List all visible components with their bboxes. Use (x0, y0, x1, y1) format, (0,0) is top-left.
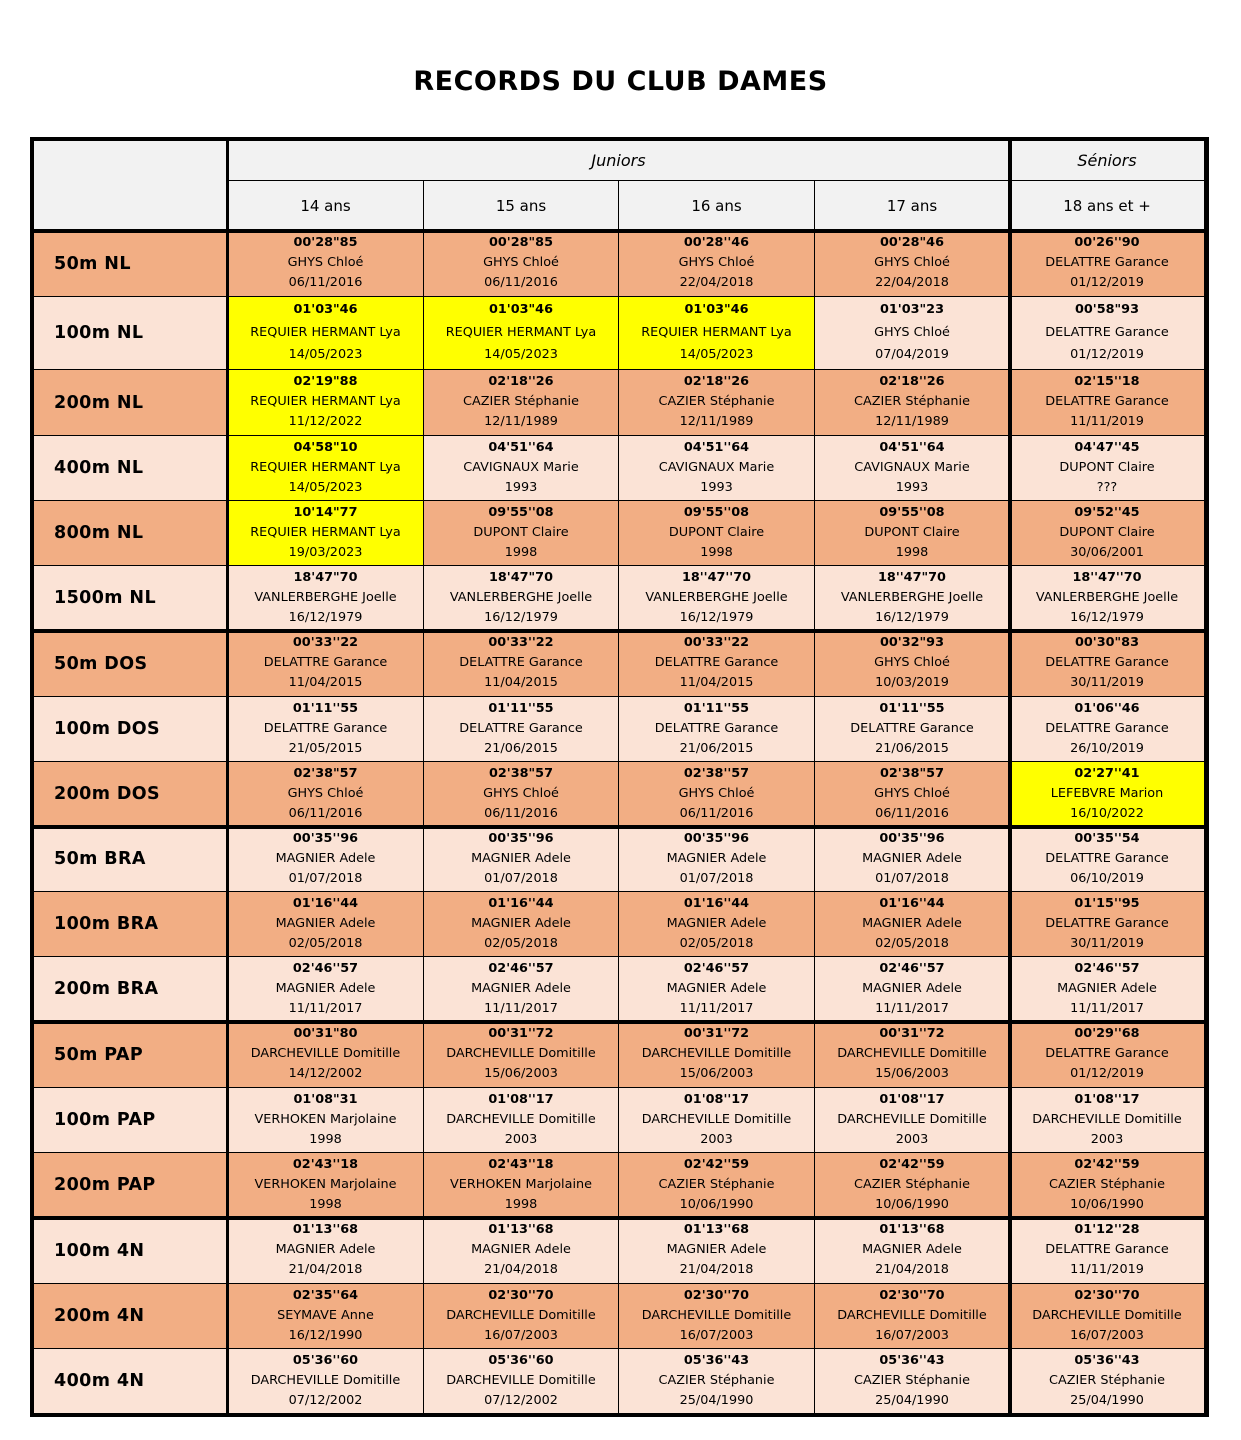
record-name: MAGNIER Adele (1057, 980, 1157, 996)
record-date: 16/07/2003 (875, 1327, 949, 1343)
page-title: RECORDS DU CLUB DAMES (413, 66, 828, 97)
record-time: 04'47''45 (1074, 439, 1140, 455)
record-name: DELATTRE Garance (1045, 324, 1169, 340)
record-name: CAZIER Stéphanie (1049, 1372, 1165, 1388)
record-date: 30/11/2019 (1070, 935, 1144, 951)
record-name: MAGNIER Adele (666, 915, 767, 931)
record-name: CAVIGNAUX Marie (658, 459, 775, 475)
record-name: MAGNIER Adele (471, 1242, 571, 1258)
record-date: 22/04/2018 (679, 275, 754, 291)
record-time: 09'55''08 (879, 504, 945, 520)
record-time: 02'42''59 (1074, 1156, 1140, 1172)
event-label: 50m PAP (34, 1022, 228, 1088)
record-time: 01'11''55 (683, 700, 750, 716)
record-time: 01'13''68 (879, 1221, 945, 1237)
record-date: 16/10/2022 (1070, 805, 1144, 821)
record-name: GHYS Chloé (678, 785, 755, 801)
record-date: 21/06/2015 (679, 740, 754, 756)
record-time: 05'36''43 (879, 1352, 945, 1368)
record-date: 10/03/2019 (875, 675, 949, 691)
record-name: VERHOKEN Marjolaine (254, 1111, 397, 1127)
record-date: 12/11/1989 (484, 414, 558, 430)
record-name: DELATTRE Garance (1045, 850, 1169, 866)
record-date: 02/05/2018 (484, 935, 558, 951)
record-date: 1998 (895, 544, 929, 560)
record-date: 10/06/1990 (875, 1196, 949, 1212)
record-date: 01/12/2019 (1070, 1066, 1144, 1082)
record-name: GHYS Chloé (874, 785, 950, 801)
record-date: 07/12/2002 (484, 1392, 558, 1408)
record-date: 16/07/2003 (679, 1327, 754, 1343)
record-name: MAGNIER Adele (666, 850, 767, 866)
record-time: 02'18''26 (488, 373, 554, 389)
record-date: 11/04/2015 (288, 675, 363, 691)
record-time: 02'46''57 (292, 960, 359, 976)
record-date: 02/05/2018 (679, 935, 754, 951)
record-time: 01'13''68 (292, 1221, 359, 1237)
record-name: CAZIER Stéphanie (854, 1176, 970, 1192)
record-date: 11/11/2017 (875, 1000, 949, 1016)
record-time: 01'11''55 (488, 700, 554, 716)
record-time: 01'03"46 (293, 301, 358, 317)
record-time: 01'08''17 (488, 1091, 554, 1107)
record-time: 02'46''57 (488, 960, 554, 976)
event-label: 100m DOS (34, 697, 228, 762)
event-label: 200m 4N (34, 1284, 228, 1349)
record-name: GHYS Chloé (874, 324, 950, 340)
record-date: 06/11/2016 (484, 805, 558, 821)
record-time: 18'47"70 (488, 569, 553, 585)
record-time: 02'18''26 (683, 373, 750, 389)
record-date: 06/11/2016 (875, 805, 949, 821)
event-label: 50m BRA (34, 827, 228, 892)
event-label: 100m BRA (34, 892, 228, 957)
record-time: 00'31"80 (293, 1025, 358, 1041)
record-date: 11/11/2019 (1070, 1262, 1144, 1278)
record-date: 25/04/1990 (679, 1392, 754, 1408)
record-name: DARCHEVILLE Domitille (446, 1111, 596, 1127)
record-date: 2003 (700, 1131, 733, 1147)
record-name: VANLERBERGHE Joelle (840, 589, 984, 605)
record-time: 02'46''57 (1074, 960, 1140, 976)
column-header-1: 14 ans (228, 181, 424, 231)
record-time: 01'16''44 (683, 895, 750, 911)
record-date: 26/10/2019 (1070, 740, 1144, 756)
record-time: 00'28"46 (879, 234, 944, 250)
record-name: DELATTRE Garance (263, 655, 388, 671)
record-time: 01'11''55 (292, 700, 359, 716)
record-time: 02'15''18 (1074, 373, 1140, 389)
record-name: MAGNIER Adele (666, 980, 767, 996)
record-date: 1998 (309, 1196, 342, 1212)
event-label: 200m DOS (34, 762, 228, 827)
record-date: 21/04/2018 (484, 1262, 558, 1278)
record-time: 10'14"77 (293, 504, 358, 520)
record-name: VANLERBERGHE Joelle (254, 589, 397, 605)
record-name: MAGNIER Adele (862, 915, 962, 931)
record-time: 02'42''59 (683, 1156, 750, 1172)
record-date: 07/12/2002 (288, 1392, 363, 1408)
record-date: 11/11/2017 (679, 1000, 754, 1016)
record-date: 06/11/2016 (484, 275, 558, 291)
event-label: 200m PAP (34, 1153, 228, 1218)
record-name: DARCHEVILLE Domitille (837, 1307, 987, 1323)
record-time: 01'15''95 (1074, 895, 1140, 911)
record-name: VANLERBERGHE Joelle (645, 589, 788, 605)
record-date: 11/11/2017 (1070, 1000, 1144, 1016)
record-time: 02'30''70 (879, 1287, 945, 1303)
record-date: 16/07/2003 (484, 1327, 558, 1343)
record-time: 00'26''90 (1074, 234, 1140, 250)
record-name: DELATTRE Garance (850, 720, 974, 736)
record-name: CAZIER Stéphanie (854, 394, 970, 410)
record-date: 14/05/2023 (679, 347, 754, 363)
record-name: GHYS Chloé (287, 255, 364, 271)
record-date: 11/11/2019 (1070, 414, 1144, 430)
record-name: DELATTRE Garance (1045, 394, 1169, 410)
record-name: REQUIER HERMANT Lya (445, 324, 597, 340)
record-date: 06/11/2016 (288, 275, 363, 291)
record-date: 02/05/2018 (875, 935, 949, 951)
record-date: 11/11/2017 (288, 1000, 363, 1016)
record-name: MAGNIER Adele (471, 850, 571, 866)
record-time: 02'43''18 (488, 1156, 554, 1172)
record-date: 19/03/2023 (288, 544, 363, 560)
record-name: VERHOKEN Marjolaine (254, 1176, 397, 1192)
record-name: VANLERBERGHE Joelle (449, 589, 593, 605)
record-time: 18''47''70 (1072, 569, 1142, 585)
record-name: MAGNIER Adele (862, 1242, 962, 1258)
record-name: CAZIER Stéphanie (1049, 1176, 1165, 1192)
record-time: 01'08''17 (1074, 1091, 1140, 1107)
record-name: MAGNIER Adele (275, 1242, 376, 1258)
record-time: 00'32"93 (879, 634, 944, 650)
record-time: 18''47"70 (878, 569, 946, 585)
record-name: MAGNIER Adele (275, 980, 376, 996)
record-time: 00'30"83 (1074, 634, 1139, 650)
record-name: DARCHEVILLE Domitille (446, 1307, 596, 1323)
record-name: DELATTRE Garance (654, 720, 779, 736)
record-time: 01'03"46 (488, 301, 553, 317)
record-date: 21/06/2015 (484, 740, 558, 756)
record-time: 05'36''43 (683, 1352, 750, 1368)
header-seniors: Séniors (1010, 141, 1205, 181)
record-date: 12/11/1989 (679, 414, 754, 430)
event-label: 100m 4N (34, 1218, 228, 1284)
record-time: 02'38"57 (488, 765, 553, 781)
record-date: 01/12/2019 (1070, 275, 1144, 291)
record-time: 09'55''08 (488, 504, 554, 520)
record-name: MAGNIER Adele (471, 915, 571, 931)
record-date: 25/04/1990 (875, 1392, 949, 1408)
record-name: MAGNIER Adele (862, 850, 962, 866)
record-date: 15/06/2003 (484, 1066, 558, 1082)
record-name: DELATTRE Garance (1045, 1242, 1169, 1258)
record-date: 21/06/2015 (875, 740, 949, 756)
record-date: 02/05/2018 (288, 935, 363, 951)
record-date: 22/04/2018 (875, 275, 949, 291)
record-date: 30/11/2019 (1070, 675, 1144, 691)
record-name: LEFEBVRE Marion (1050, 785, 1164, 801)
record-time: 02'38''57 (683, 765, 750, 781)
record-name: CAZIER Stéphanie (658, 394, 775, 410)
record-date: 12/11/1989 (875, 414, 949, 430)
event-label: 800m NL (34, 501, 228, 566)
record-date: 01/07/2018 (875, 870, 949, 886)
record-date: 11/04/2015 (484, 675, 558, 691)
record-time: 04'58"10 (293, 439, 358, 455)
record-time: 01'03"46 (684, 301, 749, 317)
record-date: 2003 (895, 1131, 929, 1147)
record-name: DUPONT Claire (1059, 524, 1155, 540)
record-date: 1993 (700, 479, 733, 495)
record-date: 07/04/2019 (875, 347, 949, 363)
record-time: 00'58"93 (1074, 301, 1139, 317)
record-name: DELATTRE Garance (654, 655, 779, 671)
record-name: VERHOKEN Marjolaine (449, 1176, 592, 1192)
record-name: DUPONT Claire (473, 524, 569, 540)
record-time: 04'51''64 (683, 439, 750, 455)
record-name: DARCHEVILLE Domitille (250, 1046, 401, 1062)
record-date: 1998 (504, 544, 538, 560)
record-name: DARCHEVILLE Domitille (641, 1111, 792, 1127)
record-time: 05'36''43 (1074, 1352, 1140, 1368)
table-frame (30, 137, 1209, 1417)
record-name: SEYMAVE Anne (277, 1307, 374, 1323)
record-time: 00'35''96 (292, 830, 359, 846)
record-time: 02'30''70 (683, 1287, 750, 1303)
record-time: 02'35''64 (292, 1287, 359, 1303)
record-time: 04'51''64 (879, 439, 945, 455)
record-time: 01'03"23 (879, 301, 944, 317)
record-date: 25/04/1990 (1070, 1392, 1144, 1408)
record-date: 2003 (1090, 1131, 1124, 1147)
record-time: 01'08''17 (683, 1091, 750, 1107)
record-date: ??? (1096, 479, 1118, 495)
record-time: 09'55''08 (683, 504, 750, 520)
record-name: DELATTRE Garance (1045, 255, 1169, 271)
record-time: 01'08"31 (293, 1091, 358, 1107)
record-time: 00'31''72 (879, 1025, 945, 1041)
record-name: REQUIER HERMANT Lya (250, 524, 401, 540)
record-time: 01'13''68 (683, 1221, 750, 1237)
record-name: DARCHEVILLE Domitille (837, 1111, 987, 1127)
record-date: 10/06/1990 (1070, 1196, 1144, 1212)
record-time: 01'06''46 (1074, 700, 1140, 716)
event-label: 200m BRA (34, 957, 228, 1022)
record-date: 11/11/2017 (484, 1000, 558, 1016)
record-time: 00'35''96 (683, 830, 750, 846)
column-header-4: 17 ans (815, 181, 1010, 231)
record-date: 01/07/2018 (679, 870, 754, 886)
record-date: 16/12/1979 (1070, 609, 1144, 625)
record-time: 00'28"85 (293, 234, 358, 250)
record-name: GHYS Chloé (483, 785, 559, 801)
event-label: 1500m NL (34, 566, 228, 631)
record-date: 16/12/1979 (484, 609, 558, 625)
record-date: 1993 (504, 479, 538, 495)
record-name: DARCHEVILLE Domitille (446, 1372, 596, 1388)
record-time: 00'28''46 (683, 234, 750, 250)
record-name: DUPONT Claire (864, 524, 960, 540)
record-name: MAGNIER Adele (275, 850, 376, 866)
record-time: 00'28"85 (488, 234, 553, 250)
record-date: 14/05/2023 (484, 347, 558, 363)
event-label: 100m NL (34, 297, 228, 370)
record-time: 02'30''70 (488, 1287, 554, 1303)
event-label: 400m 4N (34, 1349, 228, 1414)
record-name: DELATTRE Garance (1045, 915, 1169, 931)
record-name: CAZIER Stéphanie (658, 1372, 775, 1388)
record-date: 10/06/1990 (679, 1196, 754, 1212)
record-name: DELATTRE Garance (1045, 720, 1169, 736)
record-name: CAZIER Stéphanie (854, 1372, 970, 1388)
record-name: GHYS Chloé (678, 255, 755, 271)
record-date: 21/05/2015 (288, 740, 363, 756)
event-label: 50m NL (34, 231, 228, 297)
event-label: 400m NL (34, 436, 228, 501)
record-time: 00'35''96 (879, 830, 945, 846)
record-date: 14/12/2002 (288, 1066, 363, 1082)
record-time: 02'18''26 (879, 373, 945, 389)
record-date: 16/12/1979 (288, 609, 363, 625)
record-name: REQUIER HERMANT Lya (250, 459, 401, 475)
record-name: REQUIER HERMANT Lya (250, 324, 401, 340)
column-header-2: 15 ans (424, 181, 619, 231)
record-time: 18''47''70 (681, 569, 752, 585)
record-date: 14/05/2023 (288, 479, 363, 495)
record-time: 01'16''44 (292, 895, 359, 911)
record-name: REQUIER HERMANT Lya (250, 394, 401, 410)
record-name: DARCHEVILLE Domitille (446, 1046, 596, 1062)
record-time: 02'19"88 (293, 373, 358, 389)
record-time: 02'30''70 (1074, 1287, 1140, 1303)
record-date: 1998 (504, 1196, 538, 1212)
record-time: 05'36''60 (292, 1352, 359, 1368)
record-date: 06/11/2016 (288, 805, 363, 821)
record-name: DELATTRE Garance (1045, 1046, 1169, 1062)
record-time: 18'47"70 (293, 569, 358, 585)
record-time: 00'33''22 (292, 634, 359, 650)
record-name: DARCHEVILLE Domitille (641, 1307, 792, 1323)
record-time: 00'31''72 (683, 1025, 750, 1041)
event-label: 50m DOS (34, 631, 228, 697)
record-name: DUPONT Claire (668, 524, 765, 540)
record-name: VANLERBERGHE Joelle (1035, 589, 1179, 605)
record-time: 02'46''57 (683, 960, 750, 976)
record-time: 02'42''59 (879, 1156, 945, 1172)
record-name: DELATTRE Garance (459, 655, 583, 671)
column-header-5: 18 ans et + (1010, 181, 1205, 231)
record-name: CAVIGNAUX Marie (854, 459, 970, 475)
record-date: 06/10/2019 (1070, 870, 1144, 886)
record-name: DELATTRE Garance (1045, 655, 1169, 671)
record-time: 09'52''45 (1074, 504, 1140, 520)
record-time: 00'31''72 (488, 1025, 554, 1041)
record-date: 01/07/2018 (288, 870, 363, 886)
record-date: 1998 (309, 1131, 342, 1147)
record-name: CAZIER Stéphanie (658, 1176, 775, 1192)
record-name: MAGNIER Adele (471, 980, 571, 996)
record-date: 16/07/2003 (1070, 1327, 1144, 1343)
record-time: 01'11''55 (879, 700, 945, 716)
header-juniors: Juniors (228, 141, 1010, 181)
record-name: GHYS Chloé (874, 255, 950, 271)
record-name: CAZIER Stéphanie (463, 394, 579, 410)
record-date: 16/12/1979 (875, 609, 949, 625)
record-time: 02'38"57 (879, 765, 944, 781)
event-label: 200m NL (34, 370, 228, 436)
record-time: 00'29''68 (1074, 1025, 1140, 1041)
record-date: 01/07/2018 (484, 870, 558, 886)
record-time: 00'33''22 (488, 634, 554, 650)
record-time: 04'51''64 (488, 439, 554, 455)
record-name: DARCHEVILLE Domitille (641, 1046, 792, 1062)
record-time: 05'36''60 (488, 1352, 554, 1368)
record-name: CAVIGNAUX Marie (463, 459, 579, 475)
record-date: 16/12/1990 (288, 1327, 363, 1343)
record-time: 00'35''96 (488, 830, 554, 846)
record-date: 21/04/2018 (875, 1262, 949, 1278)
record-date: 15/06/2003 (875, 1066, 949, 1082)
record-time: 01'08''17 (879, 1091, 945, 1107)
record-name: MAGNIER Adele (275, 915, 376, 931)
record-name: DELATTRE Garance (263, 720, 388, 736)
record-date: 06/11/2016 (679, 805, 754, 821)
record-time: 01'13''68 (488, 1221, 554, 1237)
record-name: DUPONT Claire (1059, 459, 1155, 475)
record-name: DELATTRE Garance (459, 720, 583, 736)
record-name: GHYS Chloé (874, 655, 950, 671)
record-name: DARCHEVILLE Domitille (250, 1372, 401, 1388)
record-time: 00'33''22 (683, 634, 750, 650)
record-date: 1998 (700, 544, 733, 560)
record-name: GHYS Chloé (483, 255, 559, 271)
record-date: 15/06/2003 (679, 1066, 754, 1082)
record-time: 00'35''54 (1074, 830, 1140, 846)
record-time: 01'12''28 (1074, 1221, 1140, 1237)
event-label: 100m PAP (34, 1088, 228, 1153)
record-name: MAGNIER Adele (862, 980, 962, 996)
record-name: DARCHEVILLE Domitille (1032, 1307, 1182, 1323)
record-date: 11/12/2022 (288, 414, 363, 430)
record-name: REQUIER HERMANT Lya (641, 324, 792, 340)
record-time: 01'16''44 (879, 895, 945, 911)
record-date: 14/05/2023 (288, 347, 363, 363)
record-time: 02'27''41 (1074, 765, 1140, 781)
record-date: 30/06/2001 (1070, 544, 1144, 560)
record-time: 01'16''44 (488, 895, 554, 911)
record-date: 11/04/2015 (679, 675, 754, 691)
record-date: 01/12/2019 (1070, 347, 1144, 363)
record-time: 02'43''18 (292, 1156, 359, 1172)
record-date: 1993 (895, 479, 929, 495)
record-time: 02'38"57 (293, 765, 358, 781)
record-name: DARCHEVILLE Domitille (1032, 1111, 1182, 1127)
record-name: GHYS Chloé (287, 785, 364, 801)
column-header-3: 16 ans (619, 181, 815, 231)
record-date: 21/04/2018 (288, 1262, 363, 1278)
record-name: DARCHEVILLE Domitille (837, 1046, 987, 1062)
record-date: 2003 (504, 1131, 538, 1147)
record-date: 16/12/1979 (679, 609, 754, 625)
record-name: MAGNIER Adele (666, 1242, 767, 1258)
record-date: 21/04/2018 (679, 1262, 754, 1278)
record-time: 02'46''57 (879, 960, 945, 976)
